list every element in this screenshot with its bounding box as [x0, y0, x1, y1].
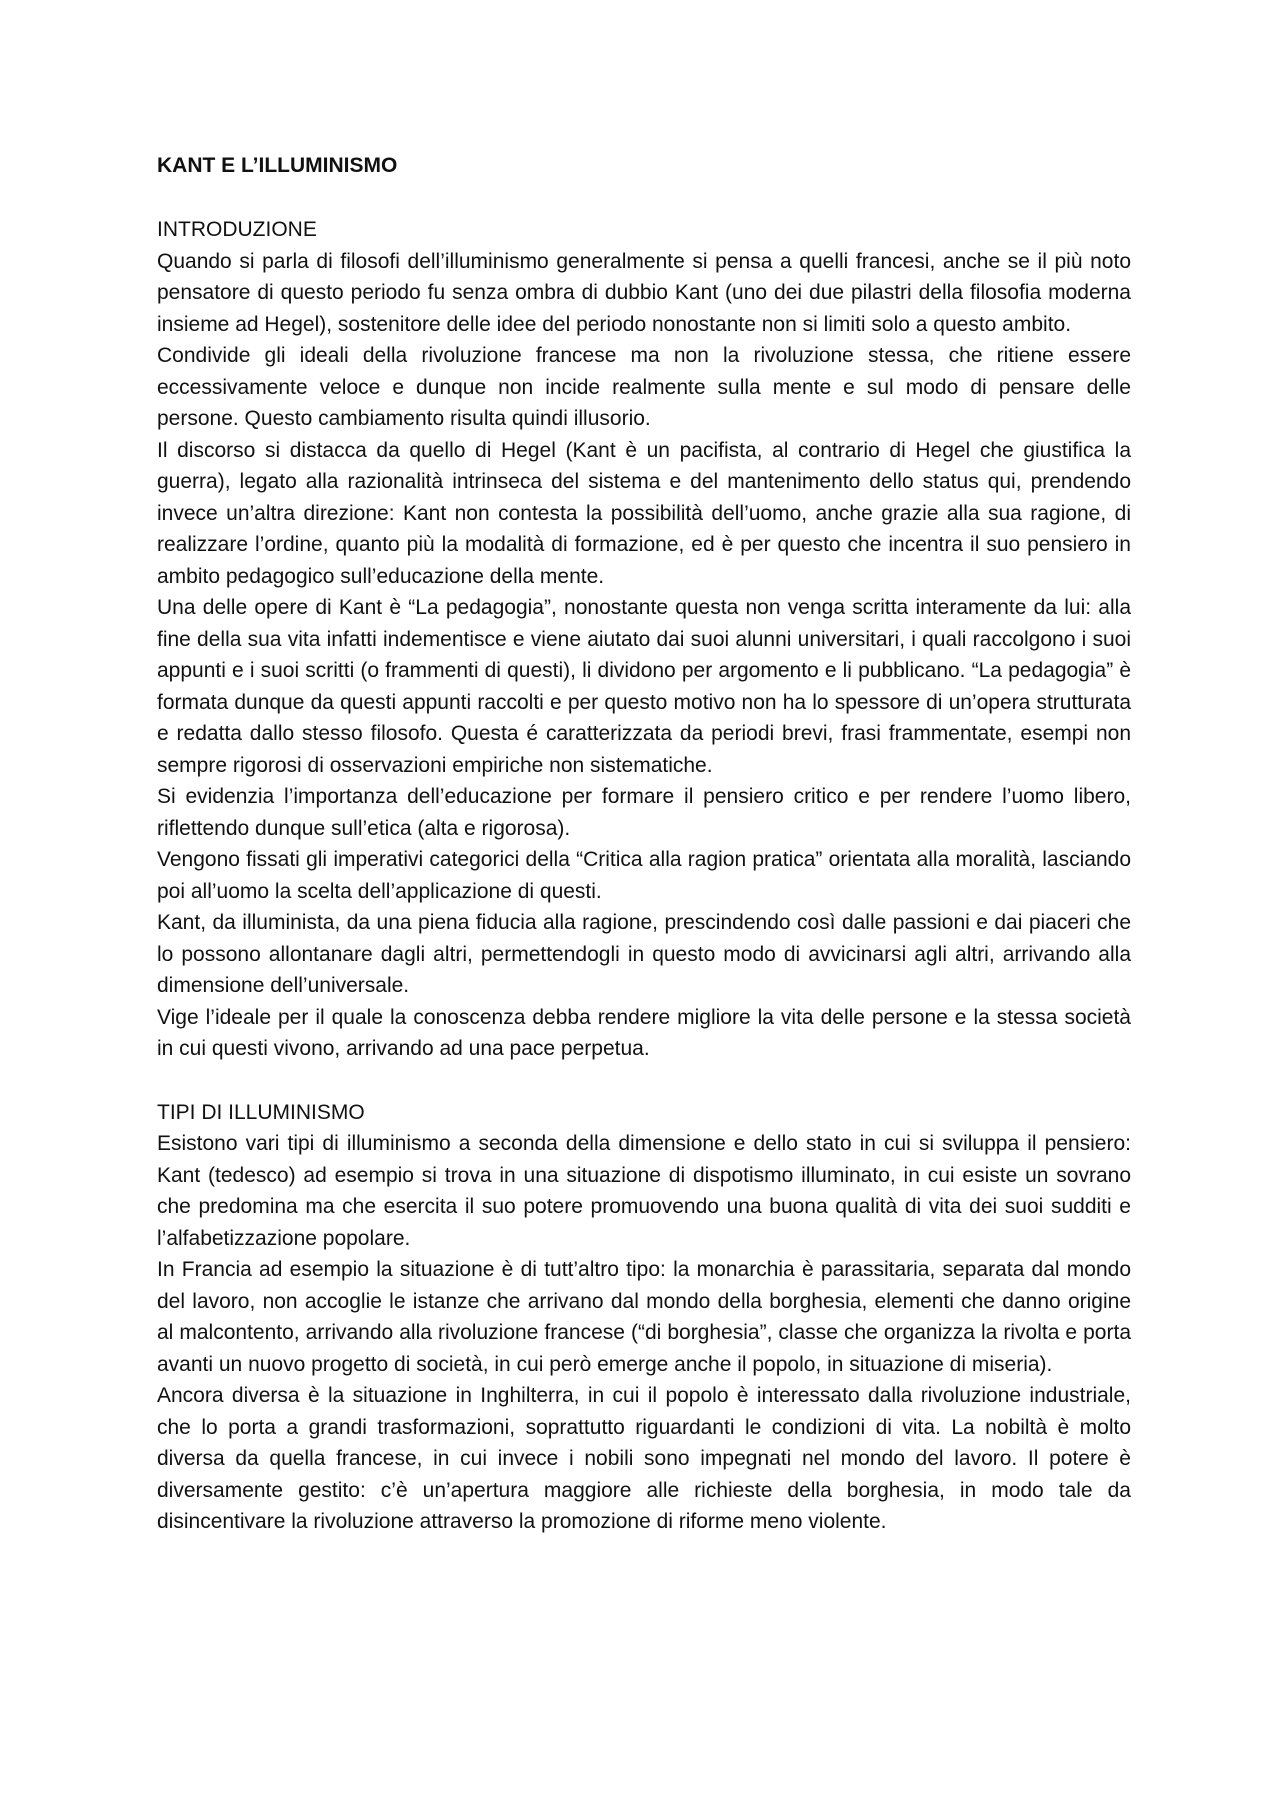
section-heading-introduzione: INTRODUZIONE	[157, 218, 317, 241]
paragraph: In Francia ad esempio la situazione è di tutt’altro tipo: la monarchia è parassitaria, separata dal mondo del lavoro, non accoglie le istanze che arrivano dal mondo della borghesia, elementi che danno origine al malcontento, arrivando alla rivoluzione francese (“di borghesia”, classe che organizza la rivolta e porta avanti un nuovo progetto di società, in cui però emerge anche il popolo, in situazione di miseria).	[157, 1258, 1131, 1376]
section-heading-tipi-di-illuminismo: TIPI DI ILLUMINISMO	[157, 1100, 365, 1124]
document-page	[157, 150, 1131, 1570]
paragraph: Condivide gli ideali della rivoluzione francese ma non la rivoluzione stessa, che ritiene essere eccessivamente veloce e dunque non incide realmente sulla mente e sul modo di pensare delle persone. Questo cambiamento risulta quindi illusorio.	[157, 344, 1131, 430]
paragraph: Kant, da illuminista, da una piena fiducia alla ragione, prescindendo così dalle passioni e dai piaceri che lo possono allontanare dagli altri, permettendogli in questo modo di avvicinarsi agli altri, arrivando alla dimensione dell’universale.	[157, 911, 1131, 997]
paragraph: Vige l’ideale per il quale la conoscenza debba rendere migliore la vita delle persone e la stessa società in cui questi vivono, arrivando ad una pace perpetua.	[157, 1005, 1131, 1060]
paragraph: Esistono vari tipi di illuminismo a seconda della dimensione e dello stato in cui si sviluppa il pensiero: Kant (tedesco) ad esempio si trova in una situazione di dispotismo illuminato, in cui esiste un sovrano che predomina ma che esercita il suo potere promuovendo una buona qualità di vita dei suoi sudditi e l’alfabetizzazione popolare.	[157, 1132, 1131, 1250]
paragraph: Una delle opere di Kant è “La pedagogia”, nonostante questa non venga scritta interamente da lui: alla fine della sua vita infatti indementisce e viene aiutato dai suoi alunni universitari, i quali raccolgono i suoi appunti e i suoi scritti (o frammenti di questi), li dividono per argomento e li pubblicano. “La pedagogia” è formata dunque da questi appunti raccolti e per questo motivo non ha lo spessore di un’opera strutturata e redatta dallo stesso filosofo. Questa é caratterizzata da periodi brevi, frasi frammentate, esempi non sempre rigorosi di osservazioni empiriche non sistematiche.	[157, 596, 1131, 777]
paragraph: Si evidenzia l’importanza dell’educazione per formare il pensiero critico e per rendere l’uomo libero, riflettendo dunque sull’etica (alta e rigorosa).	[157, 785, 1131, 840]
paragraph: Ancora diversa è la situazione in Inghilterra, in cui il popolo è interessato dalla rivoluzione industriale, che lo porta a grandi trasformazioni, soprattutto riguardanti le condizioni di vita. La nobiltà è molto diversa da quella francese, in cui invece i nobili sono impegnati nel mondo del lavoro. Il potere è diversamente gestito: c’è un’apertura maggiore alle richieste della borghesia, in modo tale da disincentivare la rivoluzione attraverso la promozione di riforme meno violente.	[157, 1384, 1131, 1533]
paragraph: Il discorso si distacca da quello di Hegel (Kant è un pacifista, al contrario di Hegel che giustifica la guerra), legato alla razionalità intrinseca del sistema e del mantenimento dello status qui, prendendo invece un’altra direzione: Kant non contesta la possibilità dell’uomo, anche grazie alla sua ragione, di realizzare l’ordine, quanto più la modalità di formazione, ed è per questo che incentra il suo pensiero in ambito pedagogico sull’educazione della mente.	[157, 438, 1131, 588]
section-introduzione	[157, 214, 1131, 1065]
section-tipi-di-illuminismo	[157, 1097, 1131, 1538]
document-title: KANT E L’ILLUMINISMO	[157, 154, 398, 177]
paragraph: Vengono fissati gli imperativi categorici della “Critica alla ragion pratica” orientata alla moralità, lasciando poi all’uomo la scelta dell’applicazione di questi.	[157, 848, 1131, 903]
paragraph: Quando si parla di filosofi dell’illuminismo generalmente si pensa a quelli francesi, anche se il più noto pensatore di questo periodo fu senza ombra di dubbio Kant (uno dei due pilastri della filosofia moderna insieme ad Hegel), sostenitore delle idee del periodo nonostante non si limiti solo a questo ambito.	[157, 249, 1131, 336]
